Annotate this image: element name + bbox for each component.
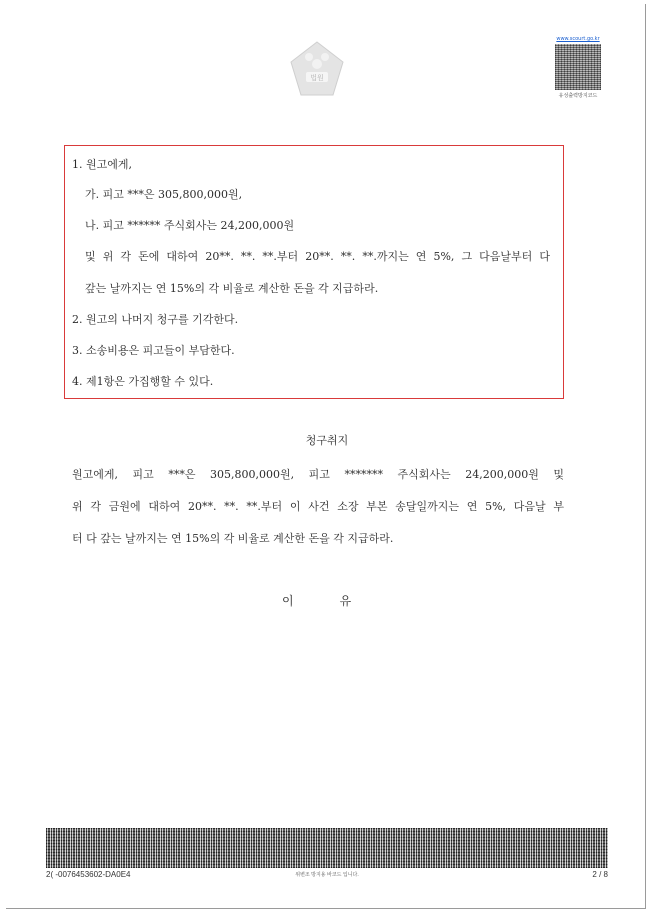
reason-heading <box>282 592 351 609</box>
judgment-box <box>64 145 564 399</box>
footer <box>46 870 608 882</box>
anti-forgery-barcode <box>46 828 608 868</box>
footer-notice: 위변조 방지용 바코드 입니다. <box>295 872 359 878</box>
page-border <box>6 4 646 909</box>
judgment-item-3: 3. 소송비용은 피고들이 부담한다. <box>72 344 235 357</box>
judgment-item-2: 2. 원고의 나머지 청구를 기각한다. <box>72 313 239 326</box>
claim-line-2: 위 각 금원에 대하여 20**. **. **.부터 이 사건 소장 부본 송달일까지는 연 5%, 다음날 부 <box>72 500 564 513</box>
judgment-item-1: 1. 원고에게, <box>72 158 132 171</box>
emblem-text: 법원 <box>310 74 324 82</box>
claim-title: 청구취지 <box>305 434 349 447</box>
reason-char-1: 이 <box>282 594 294 608</box>
qr-code-icon <box>555 44 601 90</box>
claim-line-1: 원고에게, 피고 ***은 305,800,000원, 피고 ******* 주식회사는 24,200,000원 및 <box>72 468 564 481</box>
judgment-item-4: 4. 제1항은 가집행할 수 있다. <box>72 375 214 388</box>
qr-caption: 유성출력방지코드 <box>558 93 598 99</box>
footer-doc-id: 2( -0076453602-DA0E4 <box>46 870 131 879</box>
judgment-item-1a: 가. 피고 ***은 305,800,000원, <box>85 188 243 201</box>
judgment-item-1-interest: 및 위 각 돈에 대하여 20**. **. **.부터 20**. **. **.까지는 연 5%, 그 다음날부터 다 <box>85 250 550 263</box>
judgment-item-1-interest-cont: 갚는 날까지는 연 15%의 각 비율로 계산한 돈을 각 지급하라. <box>85 282 379 295</box>
claim-line-3: 터 다 갚는 날까지는 연 15%의 각 비율로 계산한 돈을 각 지급하라. <box>72 532 394 545</box>
judgment-item-1b: 나. 피고 ****** 주식회사는 24,200,000원 <box>85 219 295 232</box>
footer-page-number: 2 / 8 <box>592 870 608 879</box>
reason-char-2: 유 <box>339 594 352 608</box>
court-emblem <box>286 40 348 102</box>
qr-block <box>548 36 608 110</box>
qr-url-link[interactable]: www.scourt.go.kr <box>556 36 600 42</box>
